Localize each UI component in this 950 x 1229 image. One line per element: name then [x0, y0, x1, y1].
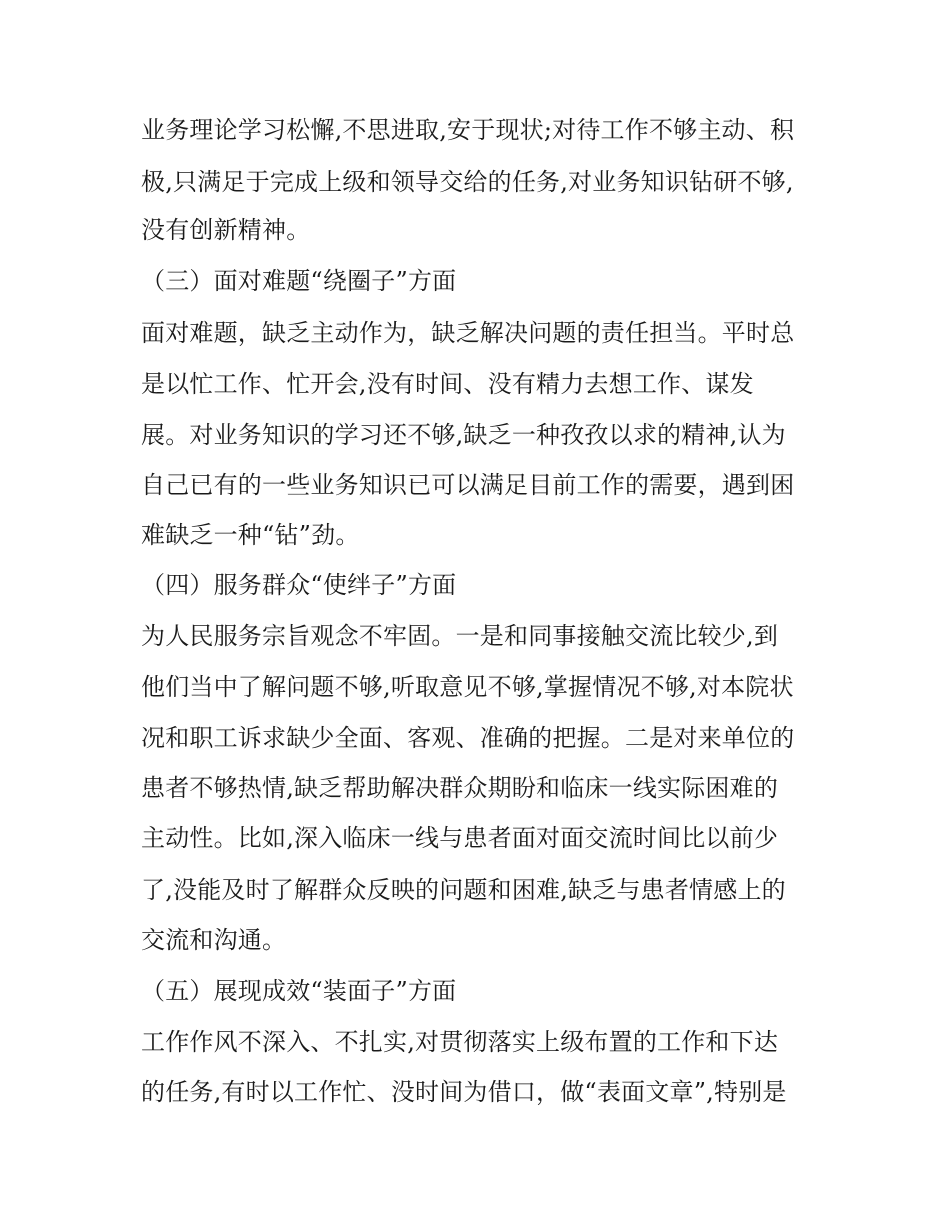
- paragraph-line: 没有创新精神。: [141, 216, 311, 244]
- paragraph-line: 展。对业务知识的学习还不够,缺乏一种孜孜以求的精神,认为: [141, 421, 786, 449]
- paragraph-line: 难缺乏一种“钻”劲。: [141, 521, 360, 549]
- paragraph-line: 自己已有的一些业务知识已可以满足目前工作的需要，遇到困: [141, 471, 795, 499]
- paragraph-line: 交流和沟通。: [141, 926, 287, 954]
- paragraph-line: 况和职工诉求缺少全面、客观、准确的把握。二是对来单位的: [141, 724, 795, 752]
- paragraph-line: 了,没能及时了解群众反映的问题和困难,缺乏与患者情感上的: [141, 876, 786, 904]
- section-heading-4: （四）服务群众“使绊子”方面: [141, 571, 457, 599]
- paragraph-line: 主动性。比如,深入临床一线与患者面对面交流时间比以前少: [141, 824, 779, 852]
- paragraph-line: 患者不够热情,缺乏帮助解决群众期盼和临床一线实际困难的: [141, 774, 779, 802]
- paragraph-line: 是以忙工作、忙开会,没有时间、没有精力去想工作、谋发: [141, 370, 754, 398]
- paragraph-line: 极,只满足于完成上级和领导交给的任务,对业务知识钻研不够,: [141, 168, 794, 196]
- paragraph-line: 为人民服务宗旨观念不牢固。一是和同事接触交流比较少,到: [141, 622, 779, 650]
- paragraph-line: 面对难题，缺乏主动作为，缺乏解决问题的责任担当。平时总: [141, 319, 795, 347]
- paragraph-line: 的任务,有时以工作忙、没时间为借口，做“表面文章”,特别是: [141, 1078, 787, 1106]
- paragraph-line: 工作作风不深入、不扎实,对贯彻落实上级布置的工作和下达: [141, 1028, 779, 1056]
- section-heading-5: （五）展现成效“装面子”方面: [141, 977, 457, 1005]
- section-heading-3: （三）面对难题“绕圈子”方面: [141, 267, 457, 295]
- paragraph-line: 他们当中了解问题不够,听取意见不够,掌握情况不够,对本院状: [141, 673, 794, 701]
- paragraph-line: 业务理论学习松懈,不思进取,安于现状;对待工作不够主动、积: [141, 116, 795, 144]
